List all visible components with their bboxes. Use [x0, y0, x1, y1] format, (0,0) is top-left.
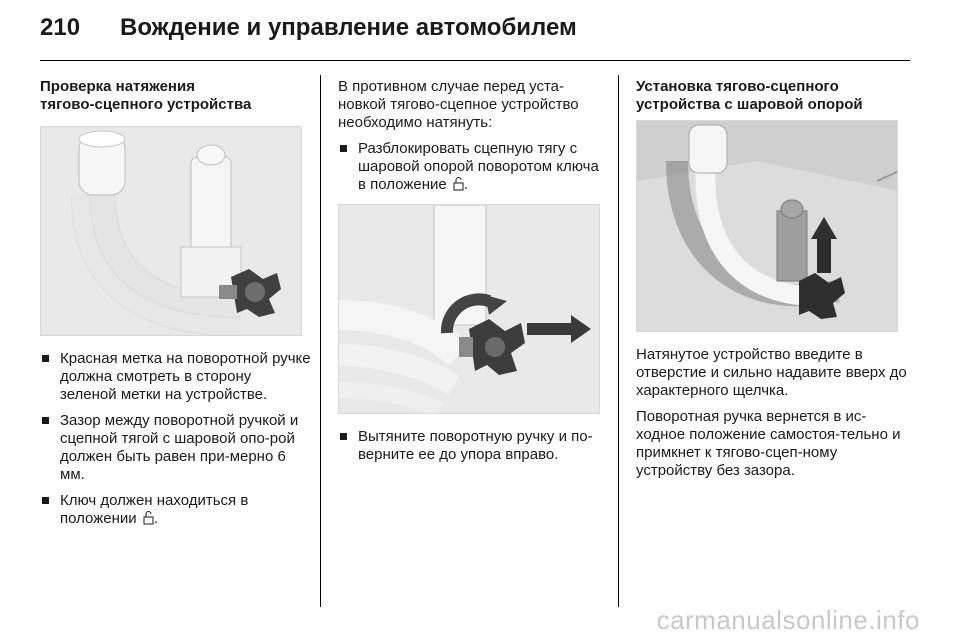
check-list	[40, 350, 312, 530]
steps-list-1	[338, 140, 610, 196]
bullet-square-icon	[340, 433, 347, 440]
bullet-square-icon	[340, 145, 347, 152]
column-tension-steps	[338, 78, 610, 472]
unlock-key-icon	[453, 176, 464, 196]
list-item: Вытяните поворотную ручку и по-верните ее до упора вправо.	[338, 428, 610, 464]
list-item: Зазор между поворотной ручкой и сцепной тягой с шаровой опо-рой должен быть равен при-мерно 6 мм.	[40, 412, 312, 484]
watermark: carmanualsonline.info	[656, 605, 920, 635]
page-title: Вождение и управление автомобилем	[120, 14, 577, 41]
column-check-tension	[40, 78, 312, 538]
bullet-square-icon	[42, 355, 49, 362]
install-paragraph-1: Натянутое устройство введите в отверстие и сильно надавите вверх до характерного щелчка.	[636, 346, 907, 399]
column-divider-2	[618, 75, 619, 607]
unlock-key-icon	[143, 510, 154, 530]
towbar-figure-unlock	[338, 204, 600, 414]
section-heading-check: Проверка натяжения тягово-сцепного устройства	[40, 78, 252, 113]
bullet-square-icon	[42, 417, 49, 424]
list-item: Разблокировать сцепную тягу с шаровой опорой поворотом ключа в положение .	[338, 140, 610, 196]
column-divider-1	[320, 75, 321, 607]
steps-list-2	[338, 428, 610, 464]
list-item: Красная метка на поворотной ручке должна смотреть в сторону зеленой метки на устройстве.	[40, 350, 312, 404]
page-header	[40, 14, 910, 54]
intro-paragraph: В противном случае перед уста-новкой тягово-сцепное устройство необходимо натянуть:	[338, 78, 579, 131]
install-paragraph-2: Поворотная ручка вернется в ис-ходное положение самостоя-тельно и примкнет к тягово-сцеп-ному устройству без зазора.	[636, 408, 901, 479]
page-number: 210	[40, 14, 81, 41]
header-rule	[40, 60, 910, 61]
section-heading-install: Установка тягово-сцепного устройства с шаровой опорой	[636, 78, 863, 113]
column-install	[636, 78, 908, 488]
list-item: Ключ должен находиться в положении .	[40, 492, 312, 530]
towbar-figure-install	[636, 120, 898, 332]
towbar-figure-check	[40, 126, 302, 336]
bullet-square-icon	[42, 497, 49, 504]
